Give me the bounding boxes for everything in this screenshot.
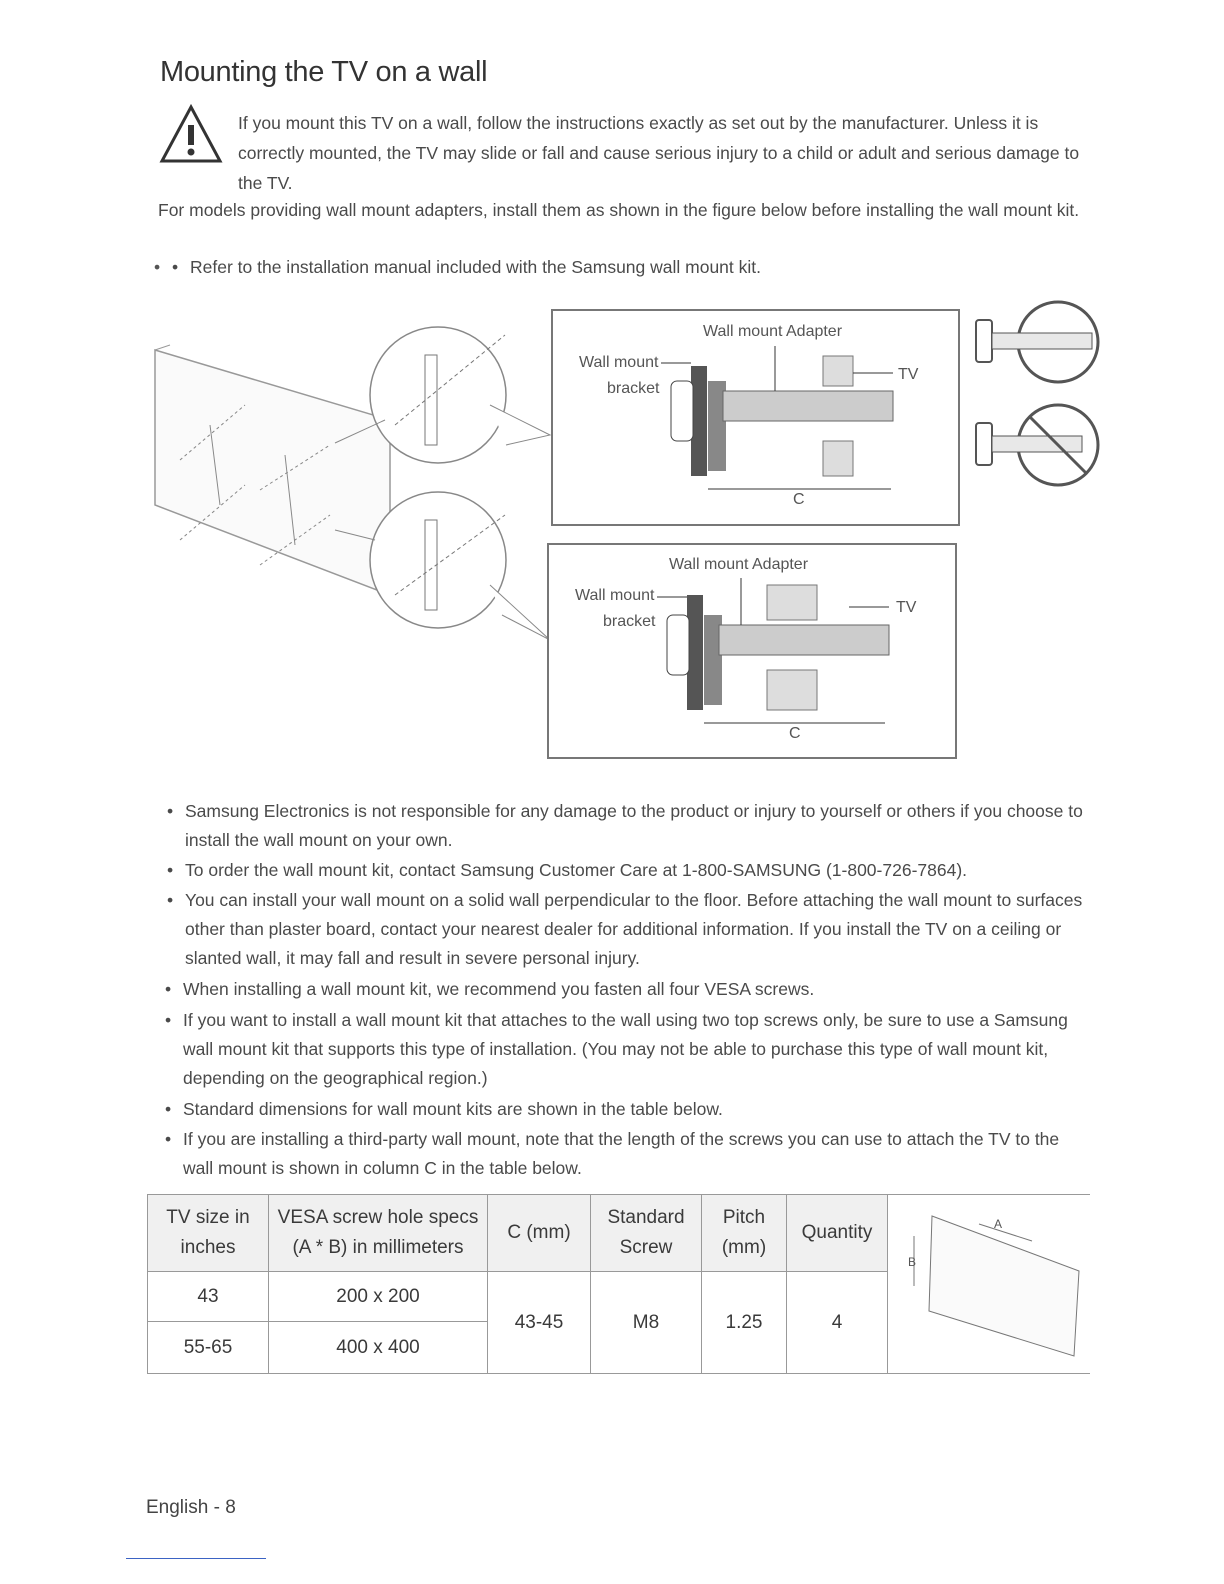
page-footer: English - 8 bbox=[146, 1497, 236, 1518]
bullet-text: You can install your wall mount on a solid wall perpendicular to the floor. Before attaching the wall mount to surfaces other than plaster board, contact your nearest dealer for additional information. If you install the TV on a ceiling or slanted wall, it may fall and result in severe personal injury. bbox=[185, 890, 1083, 968]
dim-b: B bbox=[908, 1255, 917, 1269]
list-item: • Samsung Electronics is not responsible for any damage to the product or injury to yourself or others if you choose to install the wall mount on your own. bbox=[167, 801, 1083, 850]
header-text: Standard bbox=[607, 1207, 685, 1228]
bullet-text: Samsung Electronics is not responsible for any damage to the product or injury to yourself or others if you choose to install the wall mount on your own. bbox=[185, 801, 1083, 850]
col-quantity: Quantity bbox=[787, 1195, 888, 1272]
cell-vesa: 400 x 400 bbox=[269, 1322, 488, 1374]
cell-c: 43-45 bbox=[488, 1272, 591, 1374]
col-c: C (mm) bbox=[488, 1195, 591, 1272]
bracket-label-1: Wall mount bbox=[579, 354, 659, 371]
list-item: • If you are installing a third-party wall mount, note that the length of the screws you can use to attach the TV to the wall mount is shown in column C in the table below. bbox=[165, 1129, 1060, 1178]
col-vesa bbox=[269, 1195, 488, 1272]
wall-mount-spec-table bbox=[147, 1194, 1090, 1374]
list-item: • To order the wall mount kit, contact Samsung Customer Care at 1-800-SAMSUNG (1-800-726-7864). bbox=[167, 860, 968, 880]
tv-label: TV bbox=[898, 366, 919, 383]
dim-a: A bbox=[994, 1217, 1003, 1231]
footer-rule bbox=[126, 1558, 266, 1559]
list-item: • When installing a wall mount kit, we recommend you fasten all four VESA screws. bbox=[165, 979, 815, 999]
cell-pitch: 1.25 bbox=[702, 1272, 787, 1374]
header-text: (A * B) in millimeters bbox=[292, 1237, 464, 1258]
bracket-label-1: Wall mount bbox=[575, 587, 655, 604]
tv-back-illustration bbox=[150, 295, 560, 655]
adapter-label: Wall mount Adapter bbox=[703, 323, 843, 340]
list-item: • You can install your wall mount on a solid wall perpendicular to the floor. Before attaching the wall mount to surfaces other than plaster board, contact your nearest dealer for additional information. If you install the TV on a ceiling or slanted wall, it may fall and result in severe personal injury. bbox=[167, 890, 1083, 968]
col-pitch bbox=[702, 1195, 787, 1272]
screw-usage-icons bbox=[970, 300, 1105, 490]
header-text: inches bbox=[180, 1237, 236, 1258]
screw-cross-section bbox=[553, 311, 958, 524]
list-item: • If you want to install a wall mount kit that attaches to the wall using two top screws only, be sure to use a Samsung wall mount kit that supports this type of installation. (You may not be able to purchase this type of wall mount kit, depending on the geographical region.) bbox=[165, 1010, 1068, 1088]
col-screw bbox=[591, 1195, 702, 1272]
bullet-text: If you are installing a third-party wall mount, note that the length of the screws you can use to attach the TV to the wall mount is shown in column C in the table below. bbox=[183, 1129, 1060, 1178]
warning-icon bbox=[158, 103, 224, 165]
cell-size: 55-65 bbox=[148, 1322, 269, 1374]
header-text: TV size in bbox=[166, 1207, 250, 1228]
adapter-detail-top bbox=[551, 309, 960, 526]
screw-cross-section bbox=[549, 545, 955, 757]
tv-label: TV bbox=[896, 599, 917, 616]
warning-text: If you mount this TV on a wall, follow the instructions exactly as set out by the manufacturer. Unless it is correctly mounted, the TV may slide or fall and cause serious injury to a child or adult and serious damage to the TV. bbox=[238, 113, 1080, 193]
bracket-label-2: bracket bbox=[607, 380, 660, 397]
vesa-diagram-cell bbox=[888, 1195, 1091, 1374]
bullet-text: When installing a wall mount kit, we recommend you fasten all four VESA screws. bbox=[183, 979, 815, 999]
header-text: VESA screw hole specs bbox=[277, 1207, 479, 1228]
list-item: • Standard dimensions for wall mount kits are shown in the table below. bbox=[165, 1099, 723, 1119]
reference-note: • • Refer to the installation manual included with the Samsung wall mount kit. bbox=[172, 257, 761, 278]
bullet-text: Standard dimensions for wall mount kits are shown in the table below. bbox=[183, 1099, 723, 1119]
cell-size: 43 bbox=[148, 1272, 269, 1322]
header-text: Pitch bbox=[722, 1207, 766, 1228]
adapter-label: Wall mount Adapter bbox=[669, 556, 809, 573]
bracket-label-2: bracket bbox=[603, 613, 656, 630]
adapter-detail-bottom bbox=[547, 543, 957, 759]
bullet-text: If you want to install a wall mount kit that attaches to the wall using two top screws only, be sure to use a Samsung wall mount kit that supports this type of installation. (You may not be able to purchase this type of wall mount kit, depending on the geographical region.) bbox=[183, 1010, 1068, 1088]
header-text: (mm) bbox=[721, 1237, 767, 1258]
page-title: Mounting the TV on a wall bbox=[160, 56, 488, 88]
cell-quantity: 4 bbox=[787, 1272, 888, 1374]
c-label: C bbox=[793, 491, 805, 508]
reference-note-text: Refer to the installation manual included with the Samsung wall mount kit. bbox=[190, 257, 761, 277]
vesa-diagram bbox=[894, 1196, 1084, 1366]
cell-screw: M8 bbox=[591, 1272, 702, 1374]
cell-vesa: 200 x 200 bbox=[269, 1272, 488, 1322]
header-text: Screw bbox=[619, 1237, 673, 1258]
col-tv-size bbox=[148, 1195, 269, 1272]
intro-paragraph: For models providing wall mount adapters, install them as shown in the figure below before installing the wall mount kit. bbox=[158, 200, 1080, 220]
table-header-row bbox=[148, 1195, 1091, 1272]
bullet-text: To order the wall mount kit, contact Samsung Customer Care at 1-800-SAMSUNG (1-800-726-7864). bbox=[185, 860, 968, 880]
c-label: C bbox=[789, 725, 801, 742]
